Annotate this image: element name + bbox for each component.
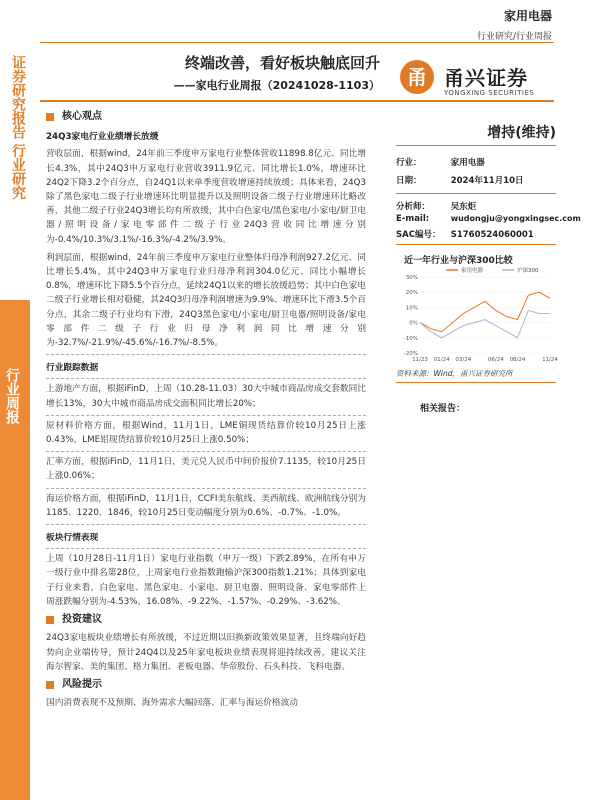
paragraph-fx: 汇率方面，根据iFinD，11月1日，美元兑人民币中间价报价7.1135，较10月25日上涨0.06%； (46, 457, 366, 482)
section-invest-title: 投资建议 (62, 614, 102, 626)
report-subtitle: ——家电行业周报（20241028-1103） (173, 79, 380, 92)
paragraph-materials: 原材料价格方面，根据Wind，11月1日，LME铜现货结算价较10月25日上涨0.43%，LME铝现货结算价较10月25日上涨0.50%； (46, 420, 366, 446)
section-risk (46, 678, 366, 692)
industry-value: 家用电器 (450, 158, 485, 168)
section-core (46, 110, 366, 124)
rating-divider (396, 145, 556, 146)
main-content (46, 108, 366, 714)
chart-y-tick-label: 10% (405, 305, 418, 312)
analyst-value: 吴东炬 (450, 202, 477, 212)
chart-source: 资料来源：Wind，甬兴证券研究所 (396, 369, 513, 378)
date-value: 2024年11月10日 (450, 176, 524, 186)
chart-x-tick-label: 01/24 (433, 357, 450, 363)
subhead-market: 板块行情表现 (46, 533, 99, 544)
title-divider (40, 100, 554, 102)
header-subtitle: 行业研究/行业周报 (476, 32, 552, 42)
square-bullet-icon (46, 681, 54, 689)
date-label: 日期： (396, 176, 422, 186)
paragraph-invest: 24Q3家电板块业绩增长有所放缓，不过近期以旧换新政策效果显著，且终端向好趋势向企业端传导，预计24Q4以及25年家电板块业绩表现将迎持续改善，建议关注海尔智家、美的集团、格力集团、老板电器、华帝股份、石头科技、飞科电器。 (46, 633, 366, 672)
divider (46, 451, 366, 452)
logo-name-cn: 甬兴证券 (444, 66, 528, 90)
sac-value: S1760524060001 (450, 230, 534, 240)
section-invest (46, 613, 366, 627)
divider (46, 354, 366, 355)
chart-legend-label: 家用电器 (461, 268, 484, 274)
chart-x-tick-label: 11/24 (542, 357, 558, 363)
chart-series-line-hs300 (420, 310, 550, 337)
logo-mark-icon: 甬 (400, 60, 434, 94)
section-risk-title: 风险提示 (62, 678, 102, 690)
header-right (477, 7, 552, 42)
sac-label: SAC编号： (396, 230, 441, 240)
divider (46, 378, 366, 379)
comparison-chart (396, 265, 556, 367)
analyst-row (396, 200, 476, 212)
date-row (396, 174, 524, 186)
email-value[interactable]: wudongju@yongxingsec.com (450, 214, 581, 223)
email-label: E-mail: (396, 214, 430, 224)
square-bullet-icon (46, 616, 54, 624)
chart-y-tick-label: 0% (409, 320, 418, 327)
chart-x-tick-label: 08/24 (509, 357, 526, 363)
analyst-label: 分析师： (396, 202, 431, 212)
paragraph-revenue: 营收层面，根据wind，24年前三季度申万家电行业整体营收11898.8亿元、同比增长4.3%，其中24Q3申万家电行业营收3911.9亿元、同比增长1.0%，增速环比24Q2下降3.2个百分点，自24Q1以来单季度营收增速持续放缓；具体来看，24Q3除了黑色家电二级子行业增速环比明显提升以及照明设备二级子行业增速环比略改善，其他二级子行业24Q3增长均有所放缓，其中白色家电/黑色家电/小家电/厨卫电器/照明设备/家电零部件二级子行业24Q3营收同比增速分别为-0.4%/10.3%/3.1%/-16.3%/-4.2%/3.9%。 (46, 149, 366, 245)
industry-row (396, 156, 485, 168)
industry-label: 行业： (396, 158, 422, 168)
section-core-title: 核心观点 (62, 111, 102, 122)
chart-x-tick-label: 06/24 (487, 357, 504, 363)
header-category: 家用电器 (503, 9, 552, 23)
divider (46, 548, 366, 549)
chart-x-tick-label: 11/23 (412, 357, 428, 363)
chart-top-divider (396, 244, 556, 245)
chart-legend-label: 沪深300 (517, 268, 539, 274)
chart-y-tick-label: 20% (405, 290, 418, 297)
chart-series-line-appliances (420, 292, 550, 332)
paragraph-market: 上周（10月28日-11月1日）家电行业指数（申万一级）下跌2.89%，在所有申万一级行业中排名第28位，上周家电行业指数跑输沪深300指数1.21%；具体到家电子行业来看，白色家电、黑色家电、小家电、厨卫电器、照明设备、家电零部件上周涨跌幅分别为-4.53%、16.08%、-9.22%、-1.57%、-0.29%、-3.62%。 (46, 554, 366, 607)
subhead-tracking: 行业跟踪数据 (46, 363, 99, 374)
rating: 增持(维持) (487, 125, 556, 141)
chart-bottom-divider (396, 382, 556, 383)
square-bullet-icon (46, 113, 54, 121)
paragraph-shipping: 海运价格方面，根据iFinD，11月1日，CCFI美东航线、美西航线、欧洲航线分别为1185、1220、1846，较10月25日变动幅度分别为0.6%、-0.7%、-1.0%。 (46, 493, 366, 518)
logo-name-en: YONGXING SECURITIES (444, 89, 535, 97)
sidebar-report-type: 证券研究报告 行业研究 (10, 55, 26, 200)
chart-y-tick-label: -10% (403, 335, 418, 342)
chart-y-tick-label: 30% (405, 275, 418, 281)
company-logo (400, 60, 550, 100)
report-title: 终端改善，看好板块触底回升 (184, 54, 380, 72)
divider (46, 524, 366, 525)
info-divider (396, 193, 556, 194)
paragraph-risk: 国内消费表现不及预期、海外需求大幅回落、汇率与海运价格波动 (46, 698, 298, 709)
chart-title: 近一年行业与沪深300比较 (404, 256, 513, 266)
chart-y-tick-label: -20% (403, 351, 418, 357)
email-row (396, 214, 581, 224)
sac-row (396, 228, 534, 240)
paragraph-profit: 利润层面，根据wind，24年前三季度申万家电行业整体归母净利润927.2亿元、同比增长5.4%，其中24Q3申万家电行业归母净利润304.0亿元、同比小幅增长0.8%，增速环比下降5.5个百分点，延续24Q1以来的增长放缓趋势；其中白色家电二级子行业增长相对稳健，其24Q3归母净利润增速为9.9%、增速环比下滑3.5个百分点，其余二级子行业均有下滑，24Q3黑色家电/小家电/厨卫电器/照明设备/家电零部件二级子行业归母净利润同比增速分别为-32.7%/-21.9%/-45.6%/-16.7%/-8.5%。 (46, 252, 366, 349)
header-divider (40, 42, 554, 43)
divider (46, 415, 366, 416)
subhead-performance: 24Q3家电行业业绩增长放缓 (46, 132, 159, 143)
related-reports-label: 相关报告： (420, 404, 466, 414)
chart-x-tick-label: 03/24 (455, 357, 472, 363)
paragraph-property: 上游地产方面，根据iFinD，上周（10.28-11.03）30大中城市商品房成交套数同比增长13%，30大中城市商品房成交面积同比增长20%； (46, 384, 366, 409)
divider (46, 488, 366, 489)
sidebar-tab-label: 行业周报 (4, 368, 20, 424)
sidebar (0, 0, 30, 800)
